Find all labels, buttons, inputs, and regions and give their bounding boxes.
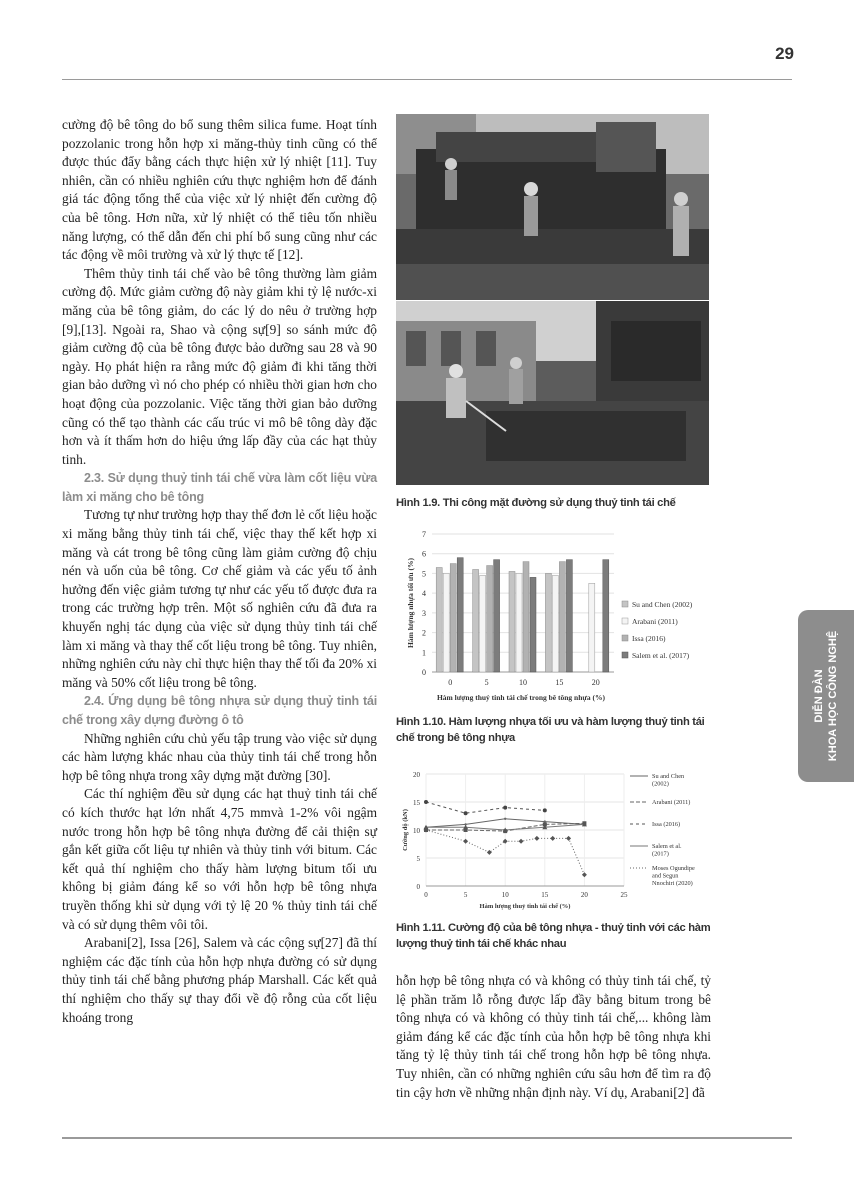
y-tick-label: 4 [422,589,426,599]
y-tick-label: 0 [416,883,420,891]
y-tick-label: 3 [422,608,426,618]
paragraph: Các thí nghiệm đều sử dụng các hạt thuỷ tinh tái chế có kích thước hạt lớn nhất 4,75 mmvà 1-2% vôi ngậm nước trong hỗn hợp bê tông nhựa đường để cải thiện sự gắn kết giữa cốt liệu tự nhiên và thủy tinh với bitum. Các kết quả thí nghiệm cho thấy hàm lượng bitum tối ưu không bị giảm đáng kể so với hỗn hợp bê tông nhựa truyền thống khi sử dụng với tỷ lệ 20 % thủy tinh tái chế và có sử dụng thêm vôi tôi. [62,786,377,932]
bar [473,569,479,672]
paving-photo-bottom [396,301,709,485]
legend-label: Moses Ogundipe and Segun Nnochiri (2020) [652,865,695,887]
data-point [424,800,428,804]
data-point [534,836,539,841]
series-line [426,802,545,813]
x-axis-label: Hàm lượng thuỷ tinh tái chế (%) [479,903,571,910]
bar [559,562,565,672]
chart-strength [396,766,716,916]
x-tick-label: 20 [580,891,588,899]
x-tick-label: 5 [484,678,489,687]
data-point [550,836,555,841]
x-tick-label: 15 [555,678,564,687]
paragraph: Những nghiên cứu chủ yếu tập trung vào việc sử dụng các hàm lượng khác nhau của thủy tinh tái chế trong hỗn hợp bê tông nhựa trong xây dựng mặt đường [30]. [62,730,377,783]
legend-label: Issa (2016) [652,821,681,828]
legend-swatch [622,652,628,658]
y-tick-label: 6 [422,549,426,559]
data-point [463,839,468,844]
legend-label: Salem et al. (2017) [652,843,682,858]
y-tick-label: 0 [422,668,426,677]
legend-label: Arabani (2011) [652,799,691,806]
tab-line-2: KHOA HỌC CÔNG NGHỆ [827,630,839,762]
section-heading-2-3: 2.3. Sử dụng thuỷ tinh tái chế vừa làm cốt liệu vừa làm xi măng cho bê tông [62,471,377,504]
x-tick-label: 10 [501,891,509,899]
data-point [503,806,507,810]
page-number: 29 [775,44,794,63]
bar [516,573,522,672]
bar [457,558,463,672]
x-tick-label: 20 [591,678,600,687]
x-tick-label: 0 [424,891,428,899]
legend-label: Su and Chen (2002) [652,773,685,788]
bar [530,577,536,672]
y-tick-label: 15 [413,799,420,807]
bar [450,564,456,672]
legend-label: Arabani (2011) [632,617,678,626]
x-tick-label: 15 [541,891,549,899]
figure-1-9-caption: Hình 1.9. Thi công mặt đường sử dụng thuỷ tinh tái chế [396,497,676,509]
bar [589,583,595,672]
legend-swatch [622,635,628,641]
data-point [464,811,468,815]
bar [523,562,529,672]
x-tick-label: 10 [519,678,527,687]
y-tick-label: 1 [422,648,426,658]
paragraph: hỗn hợp bê tông nhựa có và không có thủy tinh tái chế, tỷ lệ phần trăm lỗ rỗng được lấp đầy bằng bitum trong bê tông nhựa có và không có thủy tinh tái chế,... không làm giảm đáng kể các đặc tính của hỗn hợp bê tông nhựa khi tăng tỷ lệ thủy tinh tái chế trong hỗn hợp bê tông nhựa. Tuy nhiên, cần có những nghiên cứu sâu hơn để tìm ra độ tin cậy hơn về những nhận định này. Ví dụ, Arabani[2] đã [396,973,711,1100]
paragraph: Thêm thủy tinh tái chế vào bê tông thường làm giảm cường độ. Mức giảm cường độ này giảm khi tỷ lệ nước-xi măng của bê tông giảm, do các lý do nêu ở trường hợp [9],[13]. Ngoài ra, Shao và cộng sự[9] so sánh mức độ giảm cường độ của bê tông được bảo dưỡng sau 28 và 90 ngày. Họ phát hiện ra rằng mức độ giảm đi khi tăng thời gian bảo dưỡng vì nó cho phép có nhiều thời gian hơn cho hoạt động của pozzolanic. Việc tăng thời gian bảo dưỡng cũng có thể tạo thành các cấu trúc vi mô bê tông dày đặc hơn và ít thấm hơn do hiệu ứng lấp đầy của các hạt thủy tinh. [62,265,377,467]
paragraph: cường độ bê tông do bổ sung thêm silica fume. Hoạt tính pozzolanic trong hỗn hợp xi măng-thủy tinh cũng có thể được thúc đẩy bằng cách thực hiện xử lý nhiệt [11]. Tuy nhiên, cần có nhiều nghiên cứu thực nghiệm hơn để đánh giá tác động tổng thể của việc xử lý nhiệt đến cường độ của bê tông. Hơn nữa, xử lý nhiệt có thể tiêu tốn nhiều năng lượng, có thể dẫn đến chi phí bổ sung cũng như các tác động về môi trường và xử lý thực tế [12]. [62,117,377,263]
paving-photo-top [396,114,709,300]
figure-1-11-caption: Hình 1.11. Cường độ của bê tông nhựa - thuỷ tinh với các hàm lượng thuỷ tinh tái chế khác nhau [396,922,711,950]
x-tick-label: 0 [448,678,453,687]
bar [480,575,486,672]
y-tick-label: 10 [413,827,420,835]
legend-swatch [622,601,628,607]
x-tick-label: 25 [620,891,628,899]
footer-rule [62,1137,792,1139]
tab-line-1: DIỄN ĐÀN [813,669,825,723]
bar [509,571,515,672]
legend-swatch [622,618,628,624]
y-axis-label: Cường độ (kN) [402,809,409,851]
data-point [504,818,506,820]
side-section-tab [798,610,854,782]
bar [566,560,572,672]
header-rule [62,79,792,80]
y-tick-label: 5 [416,855,420,863]
section-heading-2-4: 2.4. Ứng dụng bê tông nhựa sử dụng thuỷ tinh tái chế trong xây dựng đường ô tô [62,694,377,727]
bar [494,560,500,672]
data-point [543,808,547,812]
legend-label: Su and Chen (2002) [632,600,693,609]
y-tick-label: 20 [413,771,420,779]
left-column [62,116,377,1027]
paragraph: Tương tự như trường hợp thay thế đơn lẻ cốt liệu hoặc xi măng bằng thủy tinh tái chế, việc thay thế kết hợp xi măng và cát trong bê tông cũng làm giảm cường độ chịu nén và uốn của bê tông. Cơ chế giảm và các yếu tố ảnh hưởng đến việc giảm tương tự như các yếu tố được đưa ra trong các trường hợp trên. Một số nghiên cứu đã đưa ra khuyến nghị tác dụng của việc sử dụng thủy tinh tái chế làm xi măng và thay thế cốt liệu trong bê tông. Tuy nhiên, những nghiên cứu này chỉ thực hiện thay thế tối đa 20% xi măng và 50% cốt liệu trong bê tông. [62,507,377,690]
y-tick-label: 2 [422,628,426,638]
y-tick-label: 7 [422,530,426,539]
right-column [396,972,711,1102]
y-axis-label: Hàm lượng nhựa tối ưu (%) [406,558,415,648]
data-point [582,872,587,877]
legend-label: Salem et al. (2017) [632,651,690,660]
data-point [519,839,524,844]
legend-label: Issa (2016) [632,634,666,643]
x-tick-label: 5 [463,891,468,899]
chart-optimal-bitumen [396,526,716,710]
bar [552,575,558,672]
x-axis-label: Hàm lượng thuỷ tinh tái chế trong bê tông nhựa (%) [436,693,606,702]
data-point [566,836,571,841]
paragraph: Arabani[2], Issa [26], Salem và các cộng sự[27] đã thí nghiệm các đặc tính của hỗn hợp nhựa đường có sử dụng thủy tinh tái chế bằng phương pháp Marshall. Các kết quả thí nghiệm cho thấy sự thay đổi về độ rỗng của cốt liệu khoáng trong [62,935,377,1025]
bar [545,573,551,672]
figure-1-10-caption: Hình 1.10. Hàm lượng nhựa tối ưu và hàm lượng thuỷ tinh tái chế trong bê tông nhựa [396,716,705,744]
bar [603,560,609,672]
bar [487,566,493,672]
bar [443,573,449,672]
y-tick-label: 5 [422,569,426,579]
bar [436,568,442,672]
